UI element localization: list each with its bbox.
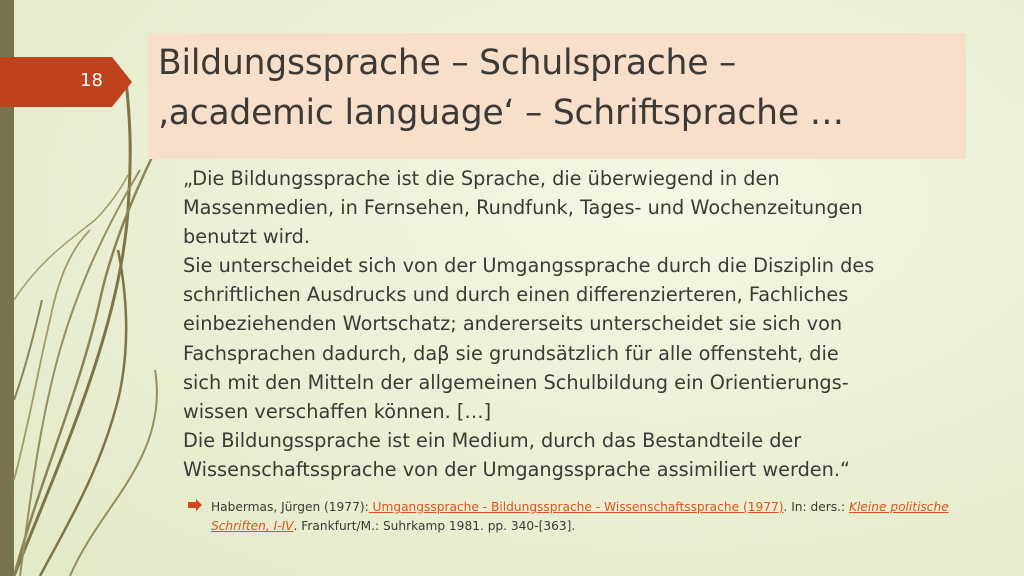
quote-line: einbeziehenden Wortschatz; andererseits unterscheidet sie sich von	[183, 312, 843, 336]
quote-line: sich mit den Mitteln der allgemeinen Schulbildung ein Orientierungs-	[183, 370, 849, 394]
quote-line: Sie unterscheidet sich von der Umgangssprache durch die Disziplin des	[183, 254, 875, 278]
citation-mid: . In: ders.:	[783, 500, 849, 514]
quote-line: „Die Bildungssprache ist die Sprache, die überwiegend in den	[183, 167, 780, 190]
quote-line: schriftlichen Ausdrucks und durch einen differenzierteren, Fachliches	[183, 283, 849, 307]
slide-title	[158, 38, 958, 138]
slide-number: 18	[80, 70, 103, 91]
quote-line: Massenmedien, in Fernsehen, Rundfunk, Tages- und Wochenzeitungen	[183, 196, 863, 220]
slide-number-badge	[0, 57, 132, 107]
slide-number-arrow-icon	[0, 57, 132, 107]
quote-line: Die Bildungssprache ist ein Medium, durch das Bestandteile der	[183, 428, 802, 452]
title-line-2: ‚academic language‘ – Schriftsprache …	[158, 93, 844, 133]
citation-author: Habermas, Jürgen (1977):	[211, 500, 369, 514]
quote-line: wissen verschaffen können. […]	[183, 399, 492, 423]
arrow-bullet-icon	[188, 499, 202, 511]
quote-line: benutzt wird.	[183, 225, 310, 249]
citation-tail: . Frankfurt/M.: Suhrkamp 1981. pp. 340-[363].	[293, 519, 576, 533]
citation-link-article[interactable]: Umgangssprache - Bildungssprache - Wissenschaftssprache (1977)	[368, 500, 784, 514]
quote-block	[183, 164, 973, 484]
citation-link-book-part1[interactable]: Kleine politische	[848, 500, 949, 514]
citation-link-book-part2[interactable]: Schriften, I-IV	[211, 519, 294, 533]
title-line-1: Bildungssprache – Schulsprache –	[158, 43, 737, 83]
citation	[194, 498, 984, 536]
quote-line: Wissenschaftssprache von der Umgangssprache assimiliert werden.“	[183, 457, 851, 481]
quote-line: Fachsprachen dadurch, daβ sie grundsätzlich für alle offensteht, die	[183, 341, 839, 365]
